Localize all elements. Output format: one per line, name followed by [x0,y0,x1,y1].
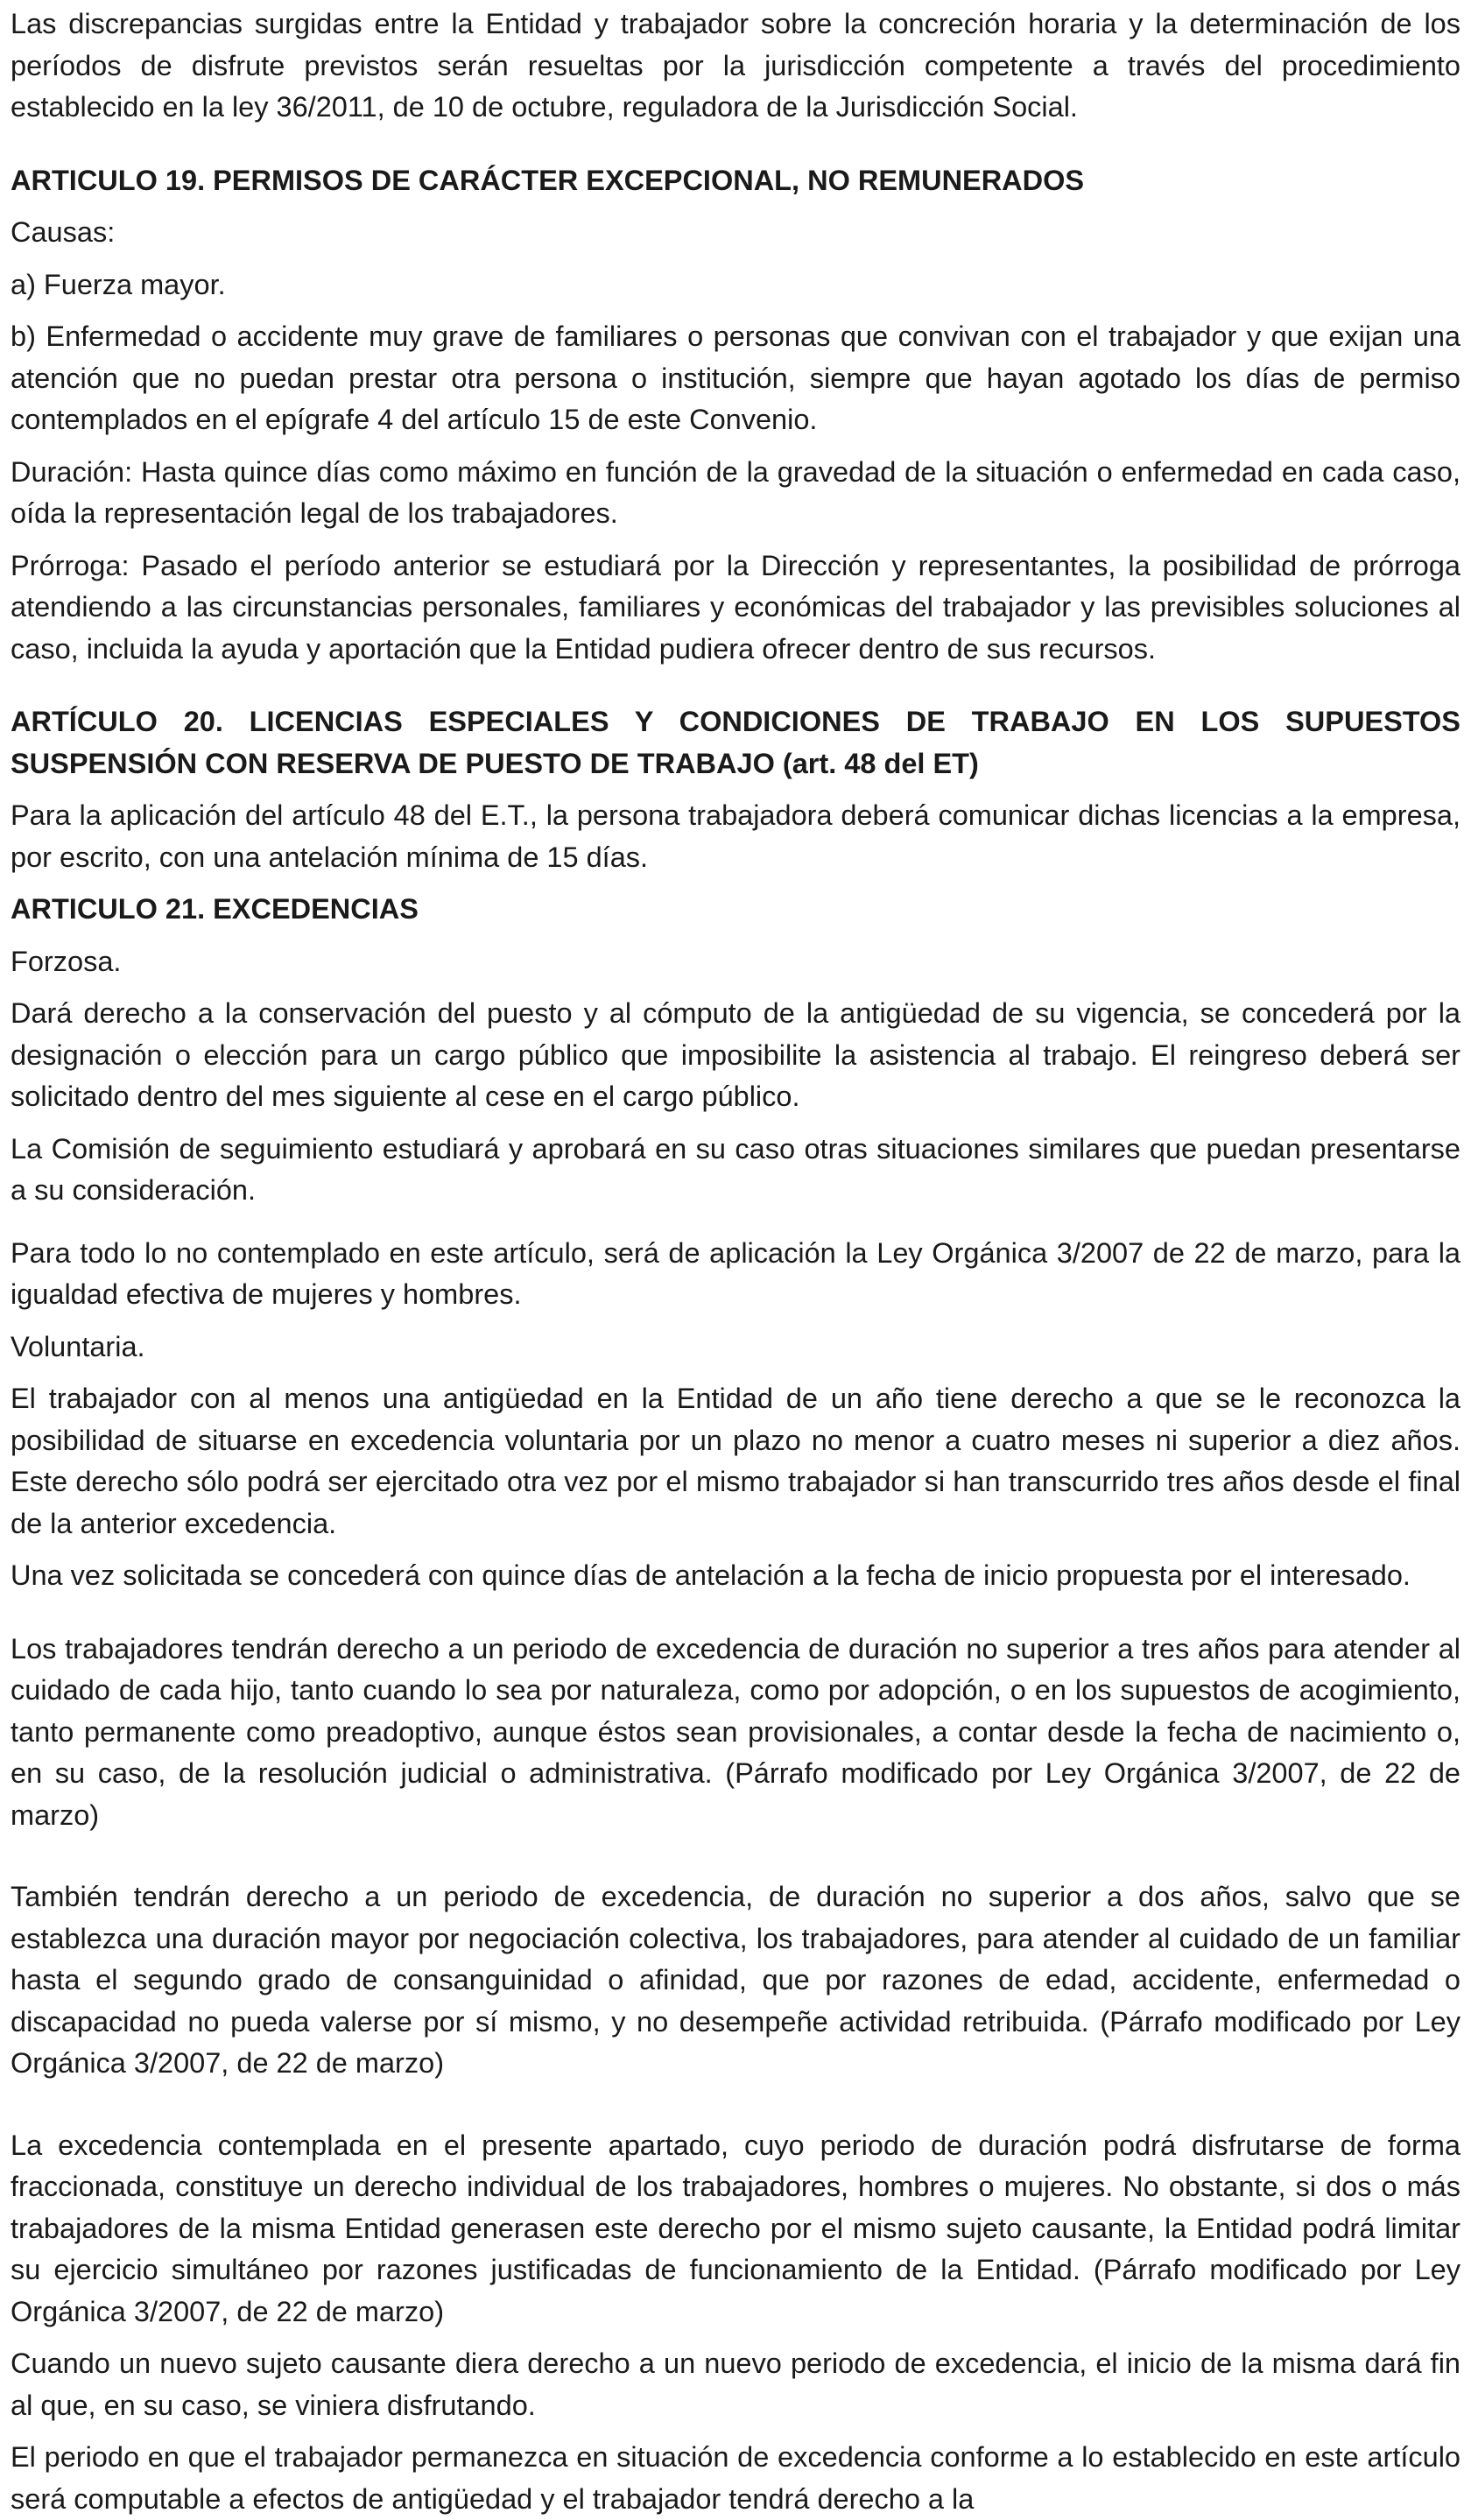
paragraph-articulo-20: Para la aplicación del artículo 48 del E.T., la persona trabajadora deberá comunicar dichas licencias a la empresa, por escrito, con una antelación mínima de 15 días. [11,799,1460,873]
paragraph-excedencia-familiar: También tendrán derecho a un periodo de excedencia, de duración no superior a dos años, salvo que se establezca una duración mayor por negociación colectiva, los trabajadores, para atender al cuidado de un familiar hasta el segundo grado de consanguinidad o afinidad, que por razones de edad, accidente, enfermedad o discapacidad no pueda valerse por sí mismo, y no desempeñe actividad retribuida. (Párrafo modificado por Ley Orgánica 3/2007, de 22 de marzo) [11,1881,1460,2079]
paragraph-nuevo-sujeto: Cuando un nuevo sujeto causante diera derecho a un nuevo periodo de excedencia, el inicio de la misma dará fin al que, en su caso, se viniera disfrutando. [11,2348,1460,2421]
paragraph-forzosa-1: Dará derecho a la conservación del puesto y al cómputo de la antigüedad de su vigencia, se concederá por la designación o elección para un cargo público que imposibilite la asistencia al trabajo. El reingreso deberá ser solicitado dentro del mes siguiente al cese en el cargo público. [11,997,1460,1112]
heading-articulo-20: ARTÍCULO 20. LICENCIAS ESPECIALES Y CONDICIONES DE TRABAJO EN LOS SUPUESTOS SUSPENSIÓN CON RESERVA DE PUESTO DE TRABAJO (art. 48 del ET) [11,706,1460,779]
paragraph-voluntaria-2: Una vez solicitada se concederá con quince días de antelación a la fecha de inicio propuesta por el interesado. [11,1559,1411,1591]
paragraph-duracion: Duración: Hasta quince días como máximo en función de la gravedad de la situación o enfermedad en cada caso, oída la representación legal de los trabajadores. [11,455,1460,529]
paragraph-excedencia-fraccionada: La excedencia contemplada en el presente apartado, cuyo periodo de duración podrá disfrutarse de forma fraccionada, constituye un derecho individual de los trabajadores, hombres o mujeres. No obstante, si dos o más trabajadores de la misma Entidad generasen este derecho por el mismo sujeto causante, la Entidad podrá limitar su ejercicio simultáneo por razones justificadas de funcionamiento de la Entidad. (Párrafo modificado por Ley Orgánica 3/2007, de 22 de marzo) [11,2129,1460,2327]
document-page [11,0,1460,2520]
paragraph-causas: Causas: [11,216,116,248]
subheading-voluntaria: Voluntaria. [11,1330,145,1362]
list-item-a: a) Fuerza mayor. [11,268,226,300]
paragraph-discrepancias: Las discrepancias surgidas entre la Entidad y trabajador sobre la concreción horaria y la determinación de los períodos de disfrute previstos serán resueltas por la jurisdicción competente a través del procedimiento establecido en la ley 36/2011, de 10 de octubre, reguladora de la Jurisdicción Social. [11,8,1460,123]
paragraph-computable: El periodo en que el trabajador permanezca en situación de excedencia conforme a lo establecido en este artículo será computable a efectos de antigüedad y el trabajador tendrá derecho a la [11,2441,1460,2515]
paragraph-voluntaria-1: El trabajador con al menos una antigüedad en la Entidad de un año tiene derecho a que se le reconozca la posibilidad de situarse en excedencia voluntaria por un plazo no menor a cuatro meses ni superior a diez años. Este derecho sólo podrá ser ejercitado otra vez por el mismo trabajador si han transcurrido tres años desde el final de la anterior excedencia. [11,1383,1460,1539]
subheading-forzosa: Forzosa. [11,945,122,977]
paragraph-excedencia-hijos: Los trabajadores tendrán derecho a un periodo de excedencia de duración no superior a tres años para atender al cuidado de cada hijo, tanto cuando lo sea por naturaleza, como por adopción, o en los supuestos de acogimiento, tanto permanente como preadoptivo, aunque éstos sean provisionales, a contar desde la fecha de nacimiento o, en su caso, de la resolución judicial o administrativa. (Párrafo modificado por Ley Orgánica 3/2007, de 22 de marzo) [11,1632,1460,1831]
heading-articulo-21: ARTICULO 21. EXCEDENCIAS [11,893,419,925]
heading-articulo-19: ARTICULO 19. PERMISOS DE CARÁCTER EXCEPCIONAL, NO REMUNERADOS [11,164,1085,196]
paragraph-forzosa-3: Para todo lo no contemplado en este artículo, será de aplicación la Ley Orgánica 3/2007 de 22 de marzo, para la igualdad efectiva de mujeres y hombres. [11,1236,1460,1310]
paragraph-prorroga: Prórroga: Pasado el período anterior se estudiará por la Dirección y representantes, la posibilidad de prórroga atendiendo a las circunstancias personales, familiares y económicas del trabajador y las previsibles soluciones al caso, incluida la ayuda y aportación que la Entidad pudiera ofrecer dentro de sus recursos. [11,549,1460,665]
paragraph-forzosa-2: La Comisión de seguimiento estudiará y aprobará en su caso otras situaciones similares que puedan presentarse a su consideración. [11,1132,1460,1206]
list-item-b: b) Enfermedad o accidente muy grave de familiares o personas que convivan con el trabajador y que exijan una atención que no puedan prestar otra persona o institución, siempre que hayan agotado los días de permiso contemplados en el epígrafe 4 del artículo 15 de este Convenio. [11,320,1460,435]
